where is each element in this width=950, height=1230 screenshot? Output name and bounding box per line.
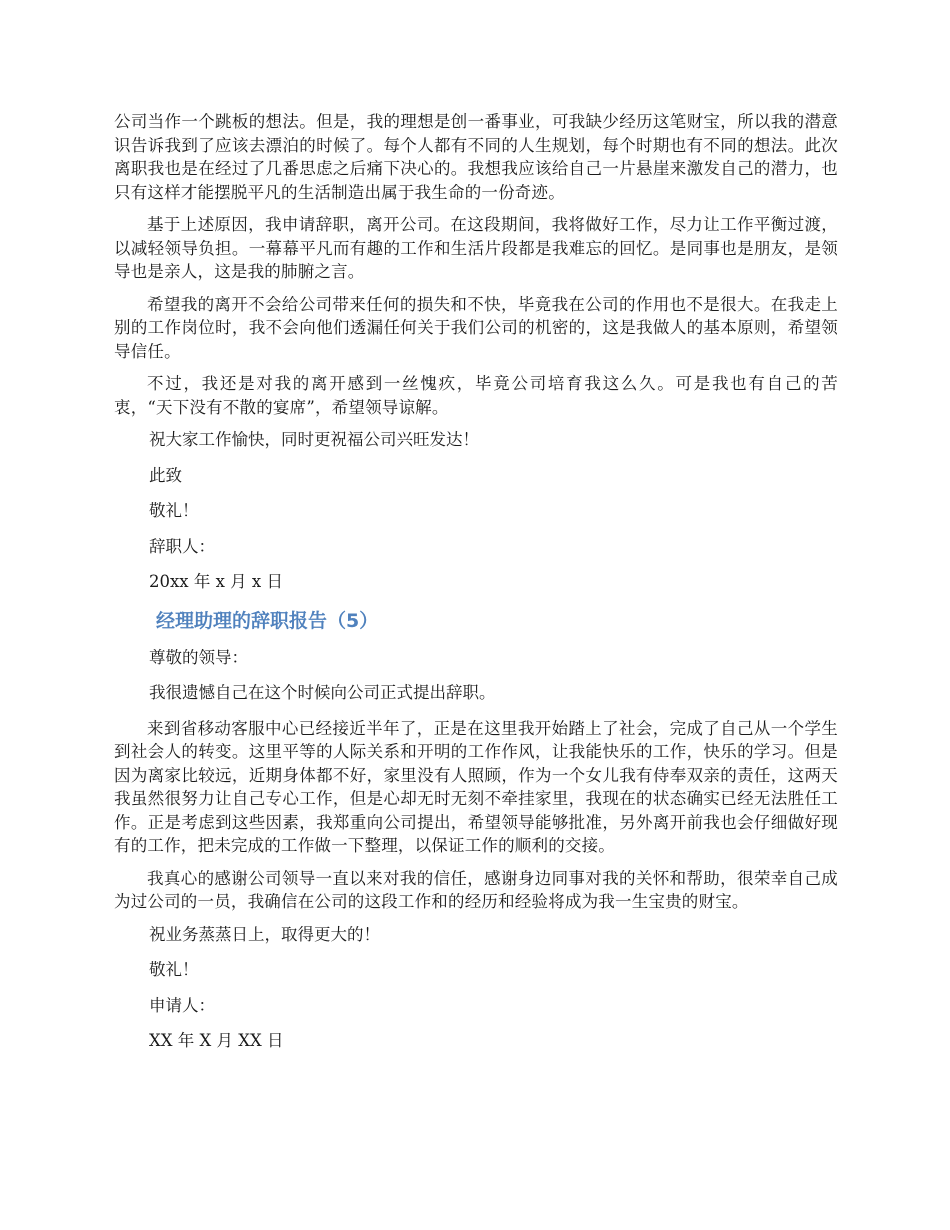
closing-regards: 敬礼！ [149, 501, 199, 520]
body-paragraph: 我真心的感谢公司领导一直以来对我的信任，感谢身边同事对我的关怀和帮助，很荣幸自己成为过公司的一员，我确信在公司的这段工作和的经历和经验将成为我一生宝贵的财宝。 [114, 868, 838, 911]
salutation: 尊敬的领导： [149, 647, 248, 667]
signer-label: 辞职人： [149, 536, 215, 556]
closing-salutation: 此致 [149, 465, 182, 485]
body-paragraph: 公司当作一个跳板的想法。但是，我的理想是创一番事业，可我缺少经历这笔财宝，所以我的潜意识告诉我到了应该去漂泊的时候了。每个人都有不同的人生规划，每个时期也有不同的想法。此次离职我也是在经过了几番思虑之后痛下决心的。我想我应该给自己一片悬崖来激发自己的潜力，也只有这样才能摆脱平凡的生活制造出属于我生命的一份奇迹。 [114, 112, 838, 202]
body-paragraph: 来到省移动客服中心已经接近半年了，正是在这里我开始踏上了社会，完成了自己从一个学生到社会人的转变。这里平等的人际关系和开明的工作作风，让我能快乐的工作，快乐的学习。但是因为离家比较远，近期身体都不好，家里没有人照顾，作为一个女儿我有侍奉双亲的责任，这两天我虽然很努力让自己专心工作，但是心却无时无刻不牵挂家里，我现在的状态确实已经无法胜任工作。正是考虑到这些因素，我郑重向公司提出，希望领导能够批准，另外离开前我也会仔细做好现有的工作，把未完成的工作做一下整理，以保证工作的顺利的交接。 [114, 718, 838, 855]
date-line: XX 年 X 月 XX 日 [149, 1031, 284, 1050]
closing-wish: 祝大家工作愉快，同时更祝福公司兴旺发达！ [149, 430, 479, 449]
body-paragraph: 不过，我还是对我的离开感到一丝愧疚，毕竟公司培育我这么久。可是我也有自己的苦衷，“天下没有不散的宴席”，希望领导谅解。 [114, 374, 838, 417]
document-page [114, 110, 838, 1065]
date-line: 20xx 年 x 月 x 日 [149, 572, 283, 591]
closing-wish: 祝业务蒸蒸日上，取得更大的！ [149, 924, 380, 944]
body-paragraph: 基于上述原因，我申请辞职，离开公司。在这段期间，我将做好工作，尽力让工作平衡过渡，以减轻领导负担。一幕幕平凡而有趣的工作和生活片段都是我难忘的回忆。是同事也是朋友，是领导也是亲人，这是我的肺腑之言。 [114, 215, 838, 281]
section-heading: 经理助理的辞职报告（5） [156, 609, 379, 632]
intro-line: 我很遗憾自己在这个时候向公司正式提出辞职。 [149, 683, 496, 702]
body-paragraph: 希望我的离开不会给公司带来任何的损失和不快，毕竟我在公司的作用也不是很大。在我走上别的工作岗位时，我不会向他们透漏任何关于我们公司的机密的，这是我做人的基本原则，希望领导信任。 [114, 294, 838, 361]
signer-label: 申请人： [149, 995, 215, 1015]
closing-regards: 敬礼！ [149, 960, 199, 979]
